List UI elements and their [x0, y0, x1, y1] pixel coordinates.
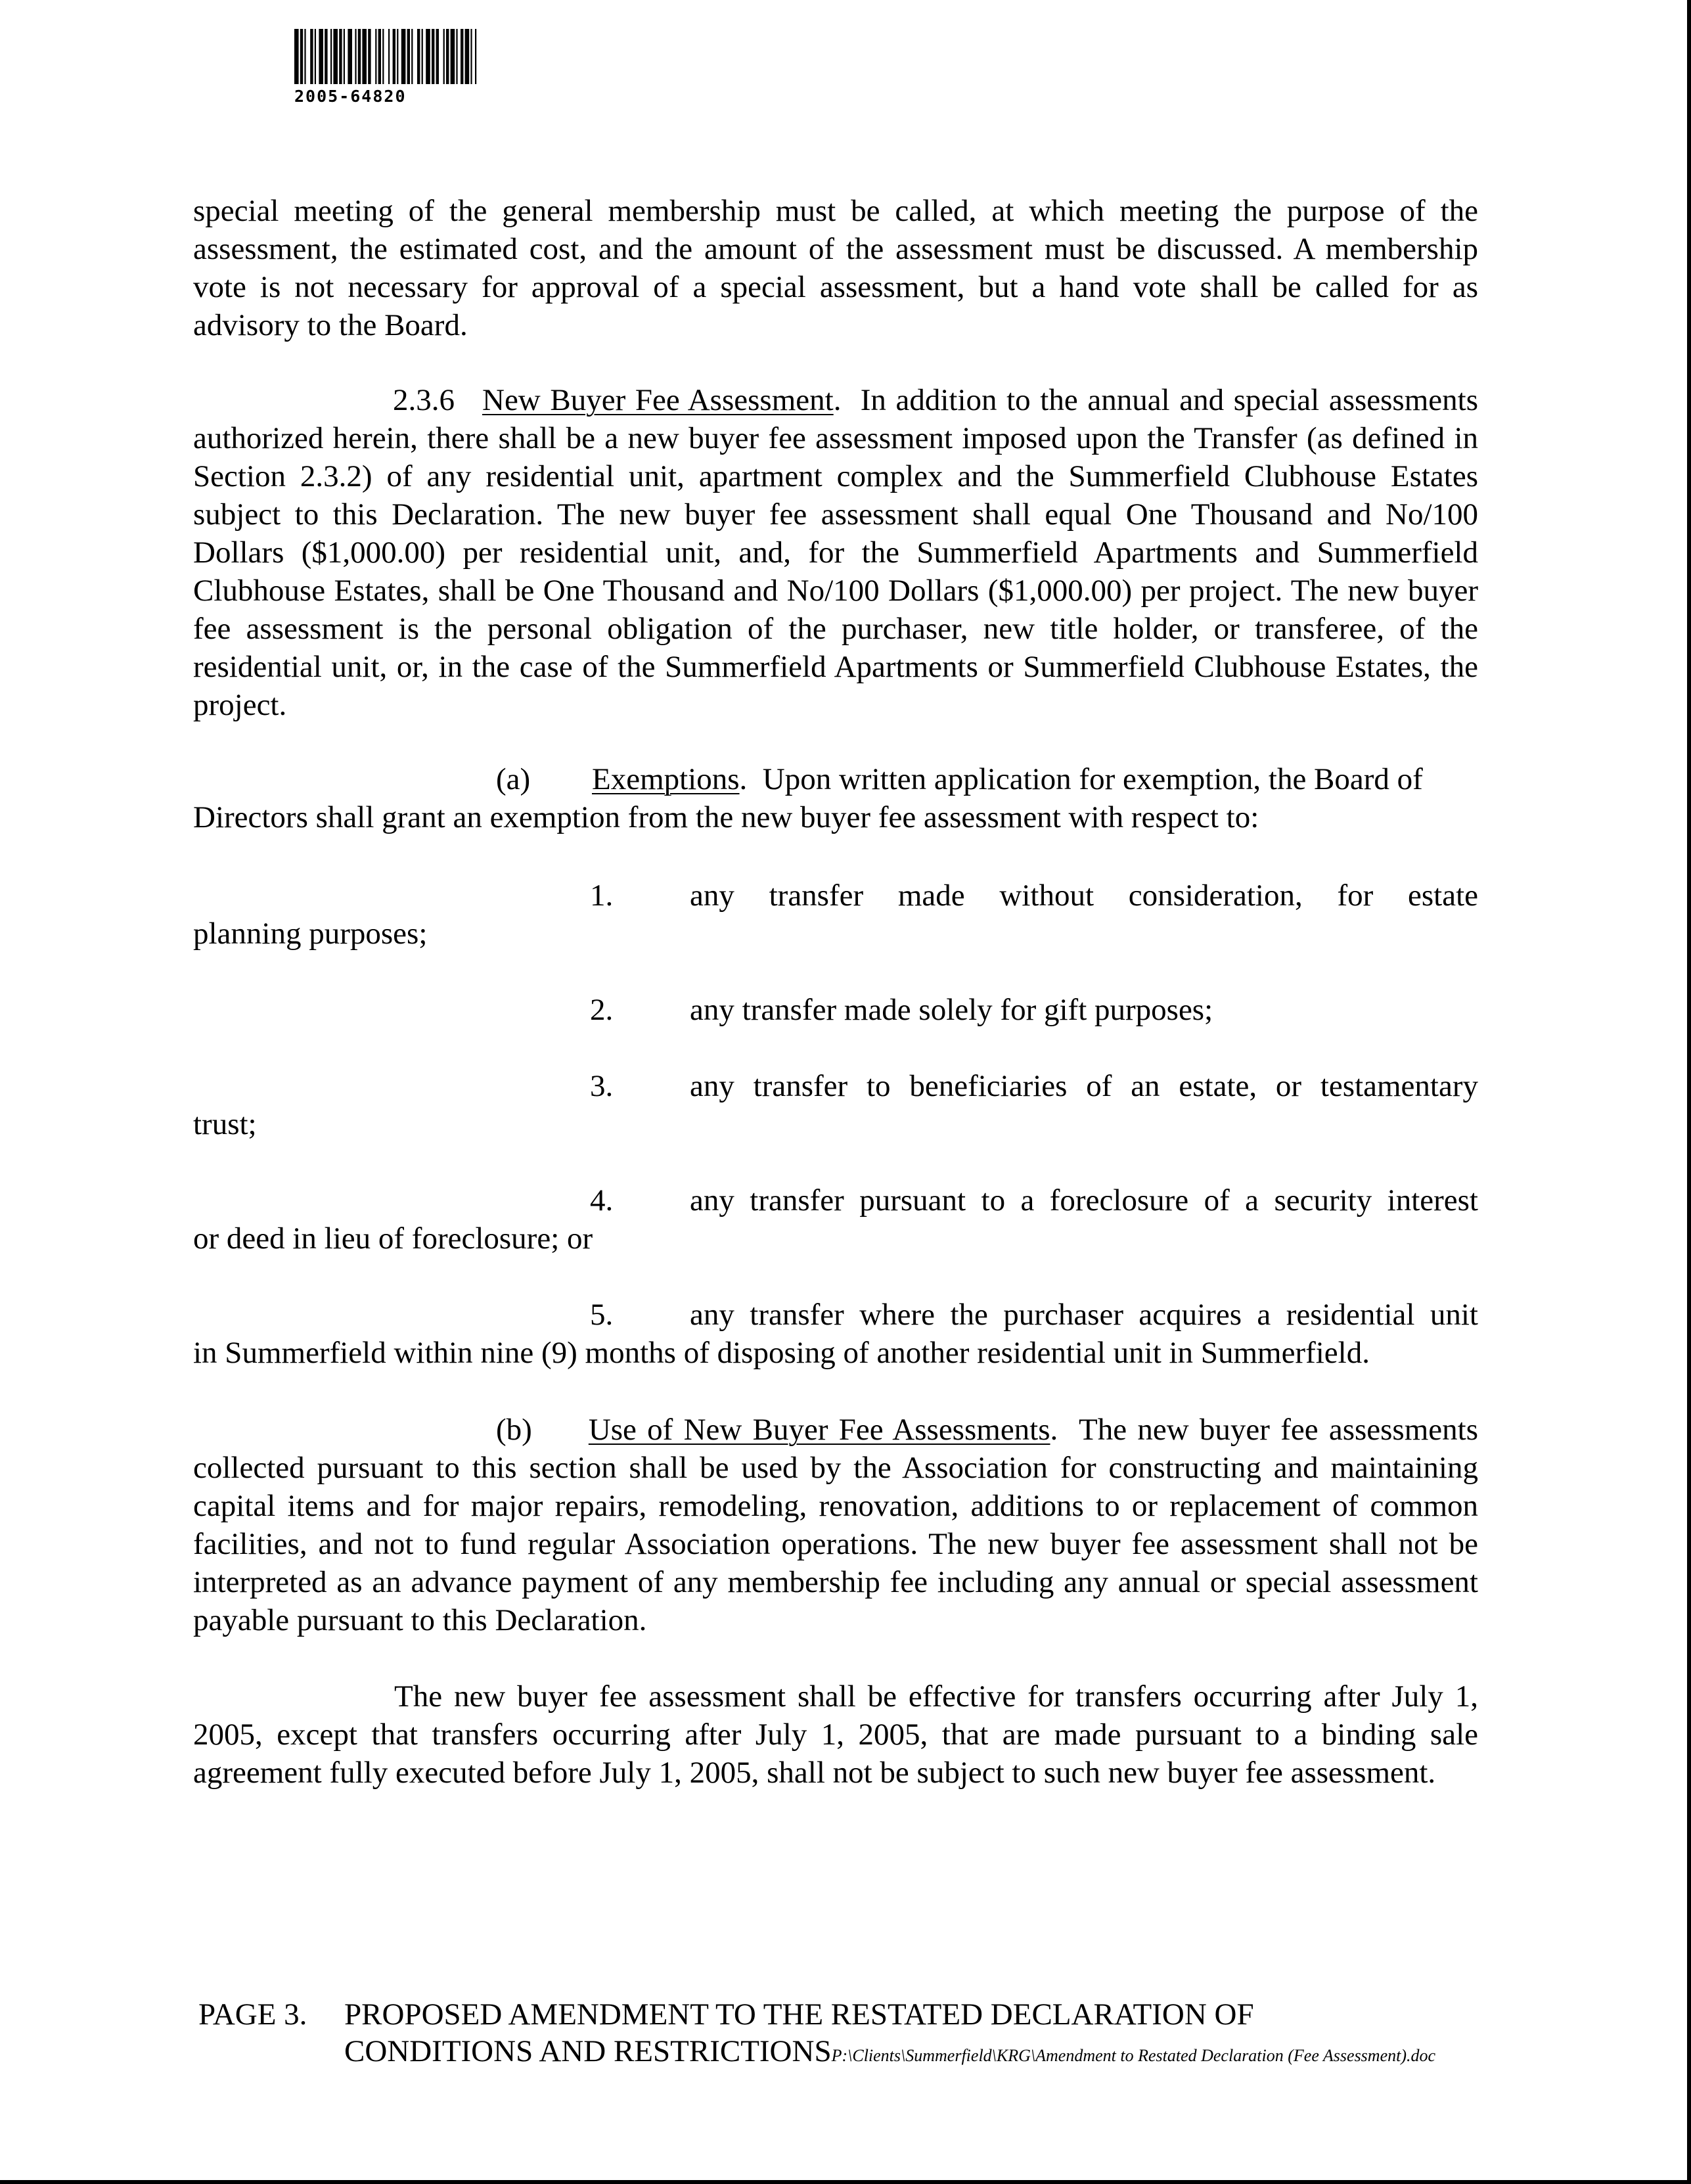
exemption-3-number: 3.: [590, 1069, 614, 1103]
barcode-bar: [393, 29, 395, 84]
barcode-bar: [339, 29, 342, 84]
barcode-bar: [465, 29, 470, 84]
barcode-bar: [294, 29, 299, 84]
footer-file-path: P:\Clients\Summerfield\KRG\Amendment to Restated Declaration (Fee Assessment).doc: [831, 2046, 1436, 2065]
barcode-bar: [401, 29, 406, 84]
footer-title-line-2: [344, 2033, 1435, 2074]
barcode-bar: [344, 29, 345, 84]
footer-title-line-2-text: CONDITIONS AND RESTRICTIONS: [344, 2034, 832, 2068]
barcode-bar: [330, 29, 332, 84]
exemptions-second-line: Directors shall grant an exemption from the new buyer fee assessment with respect to:: [193, 800, 1259, 834]
barcode-bar: [407, 29, 410, 84]
barcode-bar: [325, 29, 327, 84]
barcode-bar: [436, 29, 439, 84]
exemption-4-text: any transfer pursuant to a foreclosure of a security interest: [690, 1183, 1478, 1217]
section-title: New Buyer Fee Assessment: [482, 383, 834, 417]
exemption-3-continuation: trust;: [193, 1107, 257, 1141]
barcode-bar: [358, 29, 361, 84]
footer-page-label: PAGE 3.: [198, 1997, 307, 2032]
barcode-bar: [397, 29, 398, 84]
barcode-bar: [355, 29, 356, 84]
barcode-bar: [362, 29, 367, 84]
exemption-3-text: any transfer to beneficiaries of an estate, or testamentary: [690, 1069, 1478, 1103]
barcode-bar: [432, 29, 434, 84]
barcode-bar: [446, 29, 449, 84]
barcode-bar: [375, 29, 376, 84]
barcode-bar: [368, 29, 371, 84]
barcode-bar: [304, 29, 305, 84]
barcode-bar: [333, 29, 338, 84]
use-of-fees-paragraph: (b) Use of New Buyer Fee Assessments. The new buyer fee assessments collected pursuant to this section shall be used by the Association for constructing and maintaining capital items and for major repairs, remodeling, renovation, additions to or replacement of common facilities, and not to fund regular Association operations. The new buyer fee assessment shall not be interpreted as an advance payment of any membership fee including any annual or special assessment payable pursuant to this Declaration.: [193, 1413, 1478, 1637]
barcode-bar: [300, 29, 303, 84]
use-of-fees-label: (b): [496, 1413, 532, 1447]
barcode-bar: [310, 29, 313, 84]
exemption-2-text: any transfer made solely for gift purposes;: [690, 993, 1213, 1027]
barcode-bar: [426, 29, 430, 84]
barcode-bar: [382, 29, 384, 84]
exemption-5-text: any transfer where the purchaser acquires a residential unit: [690, 1298, 1478, 1332]
barcode-bar: [443, 29, 445, 84]
barcode-bar: [348, 29, 352, 84]
exemption-4-continuation: or deed in lieu of foreclosure; or: [193, 1221, 593, 1256]
effective-date-paragraph: The new buyer fee assessment shall be effective for transfers occurring after July 1, 2005, except that transfers occurring after July 1, 2005, that are made pursuant to a binding sale agreement fully executed before July 1, 2005, shall not be subject to such new buyer fee assessment.: [193, 1679, 1478, 1790]
section-2-3-6-paragraph: 2.3.6 New Buyer Fee Assessment. In addition to the annual and special assessments authorized herein, there shall be a new buyer fee assessment imposed upon the Transfer (as defined in Section 2.3.2) of any residential unit, apartment complex and the Summerfield Clubhouse Estates subject to this Declaration. The new buyer fee assessment shall equal One Thousand and No/100 Dollars ($1,000.00) per residential unit, and, for the Summerfield Apartments and Summerfield Clubhouse Estates, shall be One Thousand and No/100 Dollars ($1,000.00) per project. The new buyer fee assessment is the personal obligation of the purchaser, new title holder, or transferee, of the residential unit, or, in the case of the Summerfield Apartments or Summerfield Clubhouse Estates, the project.: [193, 383, 1478, 722]
barcode-bar: [411, 29, 413, 84]
exemptions-label: (a): [496, 762, 531, 796]
barcode-number: 2005-64820: [294, 87, 407, 106]
barcode-bar: [461, 29, 463, 84]
exemption-5-continuation: in Summerfield within nine (9) months of disposing of another residential unit in Summerfield.: [193, 1336, 1370, 1370]
use-of-fees-body: The new buyer fee assessments collected pursuant to this section shall be used by the Association for constructing and maintaining capital items and for major repairs, remodeling, renovation, additions to or replacement of common facilities, and not to fund regular Association operations. The new buyer fee assessment shall not be interpreted as an advance payment of any membership fee including any annual or special assessment payable pursuant to this Declaration.: [193, 1413, 1478, 1637]
use-of-fees-title: Use of New Buyer Fee Assessments: [588, 1413, 1050, 1447]
barcode-graphic: [294, 29, 590, 84]
exemption-4-number: 4.: [590, 1183, 614, 1217]
barcode-bar: [456, 29, 457, 84]
exemption-1-continuation: planning purposes;: [193, 917, 428, 951]
intro-paragraph: special meeting of the general membership must be called, at which meeting the purpose of the assessment, the estimated cost, and the amount of the assessment must be discussed. A membership vote is not necessary for approval of a special assessment, but a hand vote shall be called for as advisory to the Board.: [193, 194, 1478, 342]
barcode: [294, 29, 590, 106]
exemptions-first-line: Exemptions. Upon written application for exemption, the Board of: [592, 762, 1423, 796]
barcode-bar: [451, 29, 455, 84]
section-body: In addition to the annual and special assessments authorized herein, there shall be a new buyer fee assessment imposed upon the Transfer (as defined in Section 2.3.2) of any residential unit, apartment complex and the Summerfield Clubhouse Estates subject to this Declaration. The new buyer fee assessment shall equal One Thousand and No/100 Dollars ($1,000.00) per residential unit, and, for the Summerfield Apartments and Summerfield Clubhouse Estates, shall be One Thousand and No/100 Dollars ($1,000.00) per project. The new buyer fee assessment is the personal obligation of the purchaser, new title holder, or transferee, of the residential unit, or, in the case of the Summerfield Apartments or Summerfield Clubhouse Estates, the project.: [193, 383, 1478, 722]
footer-title-line-1: PROPOSED AMENDMENT TO THE RESTATED DECLARATION OF: [344, 1997, 1254, 2032]
exemption-1-number: 1.: [590, 878, 614, 913]
barcode-bar: [319, 29, 323, 84]
barcode-bar: [422, 29, 423, 84]
exemptions-title: Exemptions: [592, 762, 740, 796]
exemption-5-number: 5.: [590, 1298, 614, 1332]
barcode-bar: [475, 29, 476, 84]
barcode-bar: [388, 29, 390, 84]
exemption-2-number: 2.: [590, 993, 614, 1027]
section-number: 2.3.6: [393, 383, 455, 417]
barcode-bar: [417, 29, 420, 84]
exemption-1-text: any transfer made without consideration, for estate: [690, 878, 1478, 913]
exemptions-intro: Upon written application for exemption, the Board of: [762, 762, 1423, 796]
barcode-bar: [315, 29, 316, 84]
barcode-bar: [378, 29, 381, 84]
barcode-bar: [470, 29, 472, 84]
